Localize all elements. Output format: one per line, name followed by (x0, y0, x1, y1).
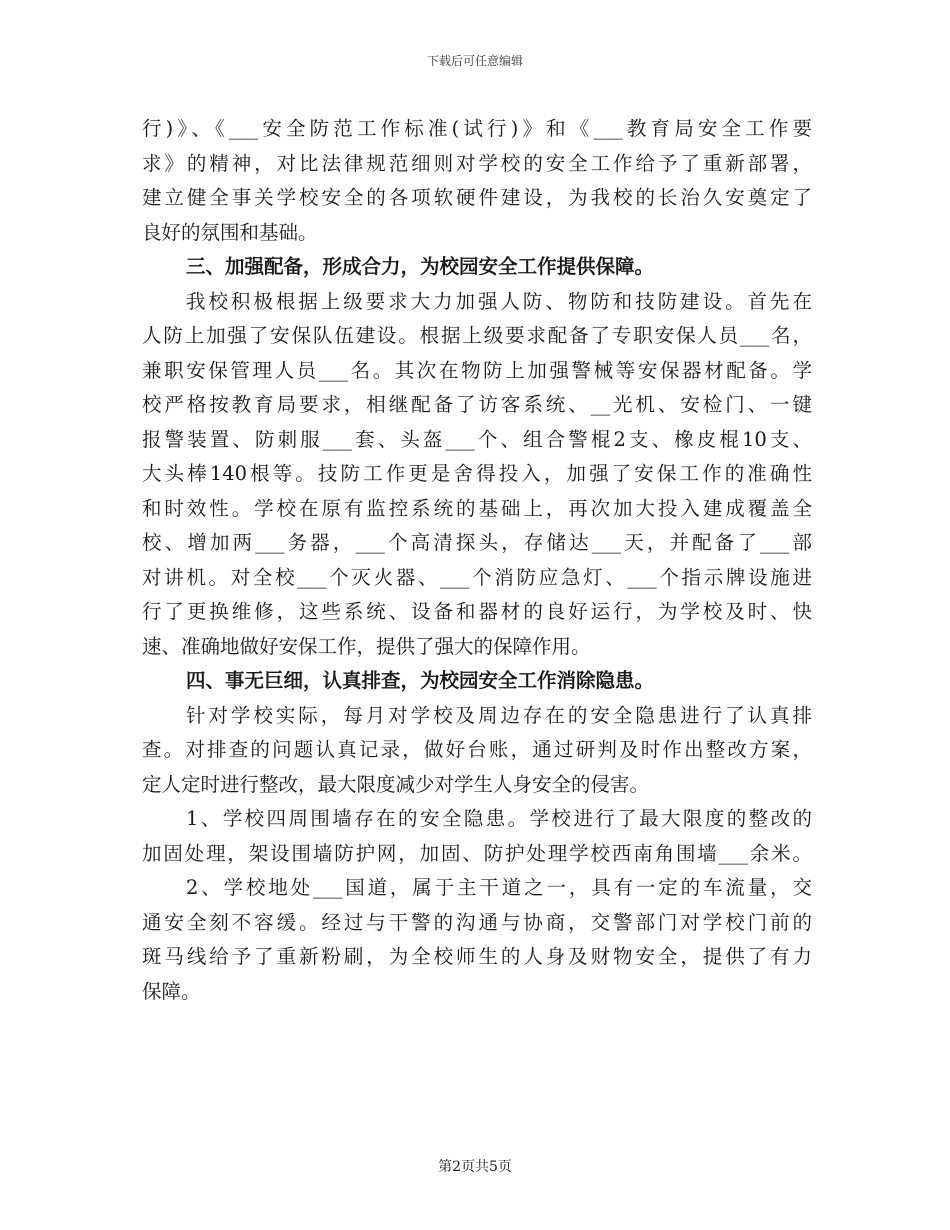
body-line: 求》的精神，对比法律规范细则对学校的安全工作给予了重新部署， (142, 151, 812, 175)
body-line: 2、学校地处___国道，属于主干道之一，具有一定的车流量，交 (186, 876, 812, 899)
body-line: 针对学校实际，每月对学校及周边存在的安全隐患进行了认真排 (186, 703, 812, 727)
page-header: 下载后可任意编辑 (426, 54, 523, 68)
body-line: 通安全刻不容缓。经过与干警的沟通与协商，交警部门对学校门前的 (142, 910, 812, 934)
section-heading-3: 三、加强配备，形成合力，为校园安全工作提供保障。 (186, 255, 655, 278)
section-heading-4: 四、事无巨细，认真排查，为校园安全工作消除隐患。 (186, 669, 655, 692)
body-line: 加固处理，架设围墙防护网，加固、防护处理学校西南角围墙___余米。 (142, 841, 812, 865)
body-line: 兼职安保管理人员___名。其次在物防上加强警械等安保器材配备。学 (142, 358, 812, 382)
page-number: 第2页共5页 (438, 1159, 512, 1175)
document-body (142, 112, 812, 1009)
body-line: 斑马线给予了重新粉刷，为全校师生的人身及财物安全，提供了有力 (142, 945, 812, 968)
body-line: 查。对排查的问题认真记录，做好台账，通过研判及时作出整改方案， (142, 738, 812, 761)
body-line: 保障。 (142, 979, 201, 1003)
body-line: 建立健全事关学校安全的各项软硬件建设，为我校的长治久安奠定了 (142, 186, 812, 209)
body-line: 对讲机。对全校___个灭火器、___个消防应急灯、___个指示牌设施进 (142, 565, 812, 589)
body-line: 行了更换维修，这些系统、设备和器材的良好运行，为学校及时、快 (142, 600, 812, 623)
body-line: 良好的氛围和基础。 (142, 220, 318, 244)
body-line: 行)》、《___安全防范工作标准(试行)》和《___教育局安全工作要 (142, 117, 812, 140)
body-line: 校严格按教育局要求，相继配备了访客系统、__光机、安检门、一键 (142, 393, 812, 416)
body-line: 定人定时进行整改，最大限度减少对学生人身安全的侵害。 (142, 772, 650, 796)
body-line: 校、增加两___务器，___个高清探头，存储达___天，并配备了___部 (142, 531, 812, 554)
body-line: 人防上加强了安保队伍建设。根据上级要求配备了专职安保人员___名， (142, 324, 812, 347)
body-line: 速、准确地做好安保工作，提供了强大的保障作用。 (142, 634, 591, 658)
body-line: 报警装置、防刺服___套、头盔___个、组合警棍2支、橡皮棍10支、 (142, 427, 812, 451)
body-line: 和时效性。学校在原有监控系统的基础上，再次加大投入建成覆盖全 (142, 496, 812, 520)
body-line: 1、学校四周围墙存在的安全隐患。学校进行了最大限度的整改的 (186, 807, 812, 830)
body-line: 大头棒140根等。技防工作更是舍得投入，加强了安保工作的准确性 (142, 462, 812, 485)
body-line: 我校积极根据上级要求大力加强人防、物防和技防建设。首先在 (186, 289, 812, 313)
